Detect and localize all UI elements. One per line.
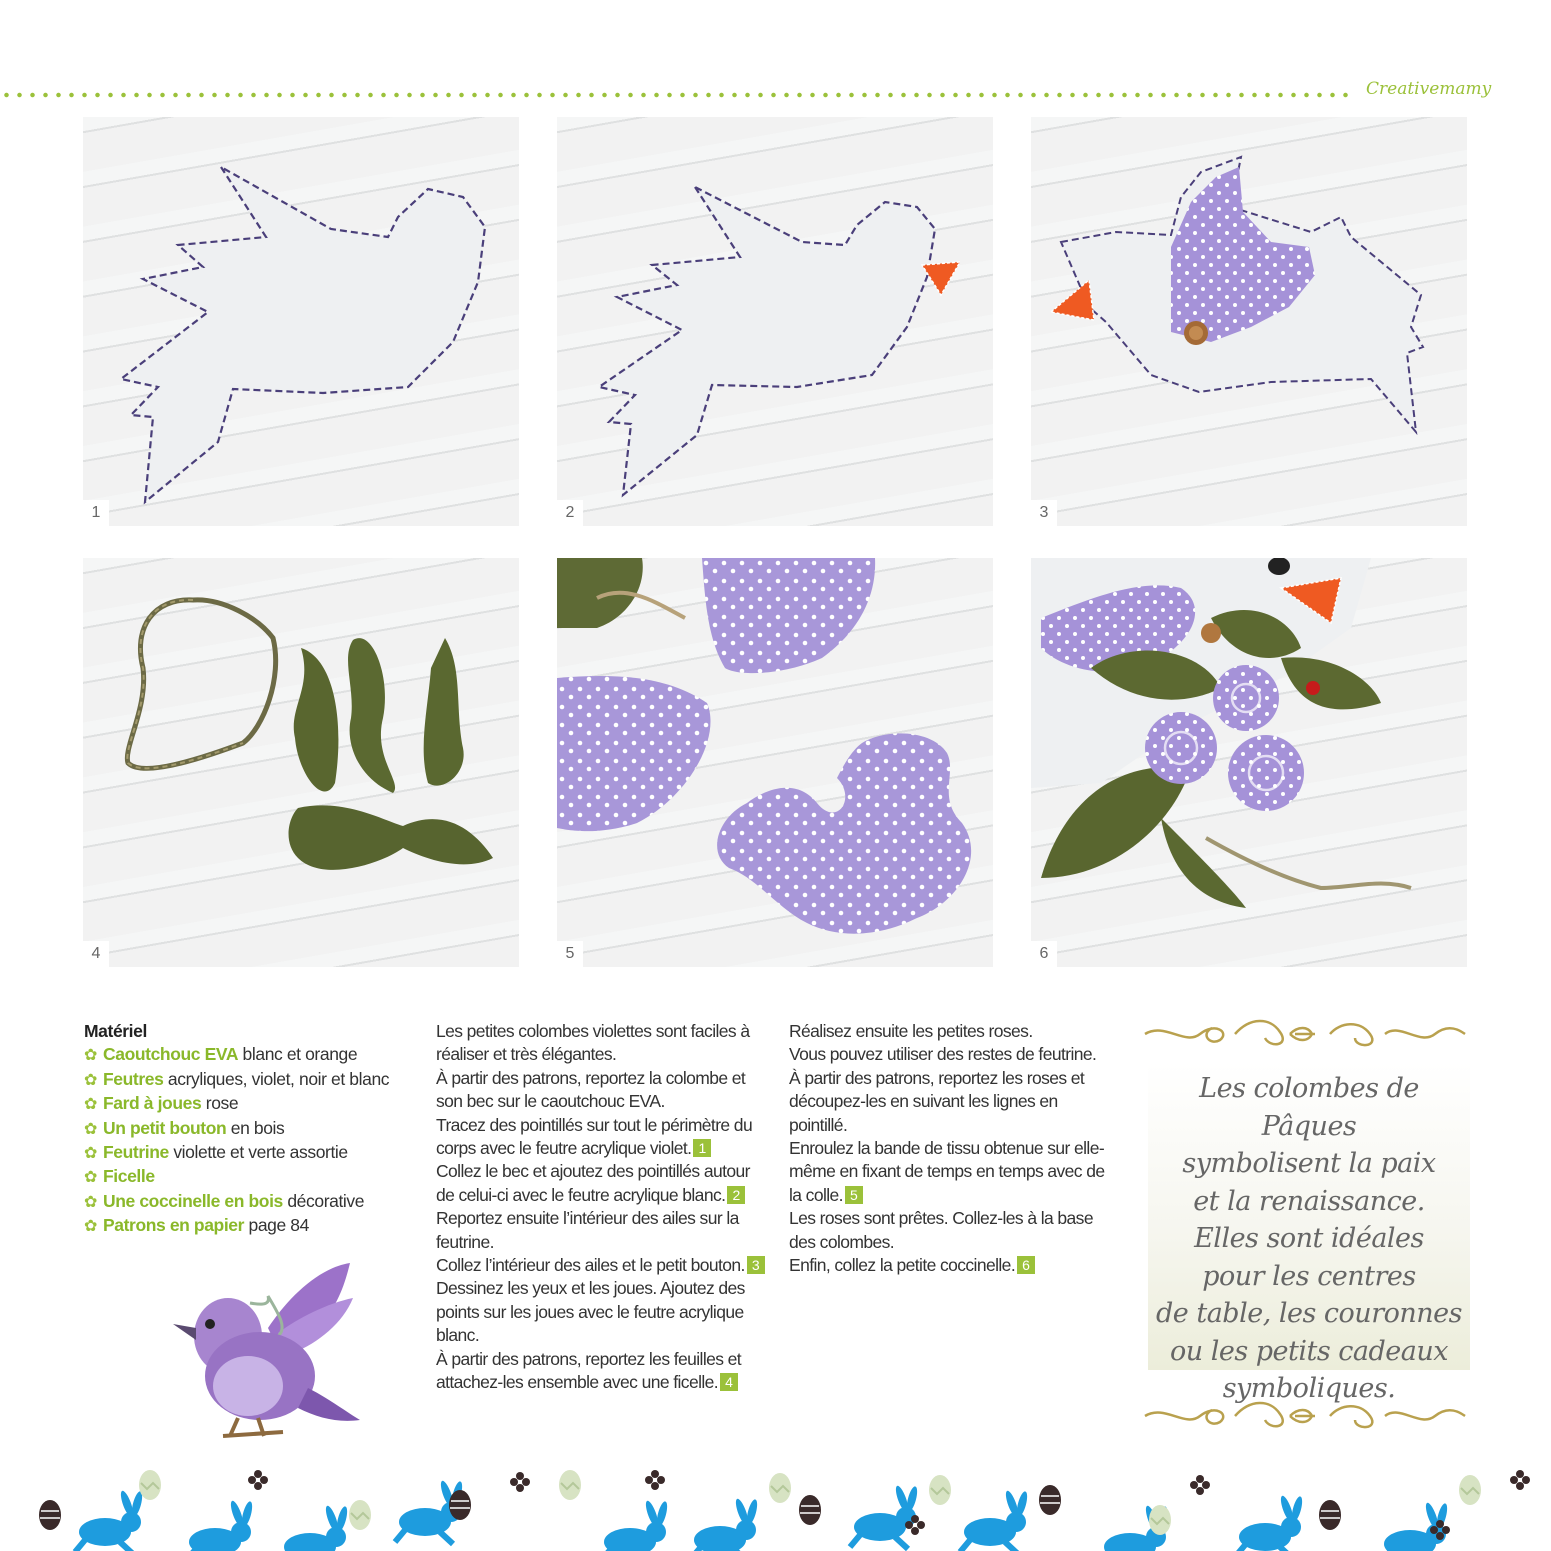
materials-list [84,1020,414,1239]
step-number: 2 [557,500,583,526]
instruction-paragraph: Dessinez les yeux et les joues. Ajoutez des points sur les joues avec le feutre acrylique blanc. [436,1278,745,1346]
step-number: 6 [1031,941,1057,967]
material-name: Un petit bouton [103,1117,227,1138]
dove-with-beak-illustration [557,117,993,526]
bottom-ornament-icon [1140,1394,1470,1438]
material-detail: acryliques, violet, noir et blanc [163,1068,390,1089]
material-name: Ficelle [103,1166,155,1187]
flower-bullet-icon: ✿ [84,1169,98,1187]
material-name: Patrons en papier [103,1215,245,1236]
material-item [84,1190,414,1214]
material-item [84,1214,414,1238]
top-ornament-icon [1140,1012,1470,1056]
material-item [84,1141,414,1165]
step-number: 4 [83,941,109,967]
material-detail: page 84 [244,1215,309,1236]
material-detail: décorative [282,1190,365,1211]
instruction-paragraph: Vous pouvez utiliser des restes de feutrine. [789,1044,1097,1065]
instruction-paragraph: Réalisez ensuite les petites roses. [789,1021,1033,1041]
quote-text [1148,1070,1470,1408]
step-photo-6 [1031,558,1467,967]
step-photo-2 [557,117,993,526]
material-item [84,1117,414,1141]
material-item [84,1043,414,1067]
material-name: Feutres [103,1068,164,1089]
step-badge: 4 [720,1373,738,1391]
dove-with-wing-illustration [1031,117,1467,526]
material-name: Fard à joues [103,1093,202,1114]
step-photo-5 [557,558,993,967]
materials-title: Matériel [84,1021,147,1041]
flower-bullet-icon: ✿ [84,1120,98,1138]
flower-bullet-icon: ✿ [84,1071,98,1089]
flower-bullet-icon: ✿ [84,1145,98,1163]
material-detail: blanc et orange [238,1044,358,1065]
felt-leaves-illustration [83,558,519,967]
step-number: 1 [83,500,109,526]
instruction-paragraph: Enroulez la bande de tissu obtenue sur elle-même en fixant de temps en temps avec de la colle. 5 [789,1138,1105,1205]
material-name: Une coccinelle en bois [103,1190,283,1211]
instructions-column-2 [789,1020,1119,1277]
quote-line: Elles sont idéales [1194,1223,1424,1254]
instruction-paragraph: À partir des patrons, reportez la colombe et son bec sur le caoutchouc EVA. [436,1067,746,1112]
instruction-paragraph: Tracez des pointillés sur tout le périmètre du corps avec le feutre acrylique violet. 1 [436,1114,753,1159]
materials-items [84,1043,414,1238]
material-detail: en bois [226,1117,285,1138]
dotted-header-rule [0,92,1350,98]
step-photo-3 [1031,117,1467,526]
material-name: Caoutchouc EVA [103,1044,239,1065]
purple-bird-icon [168,1258,368,1448]
step-photo-4 [83,558,519,967]
finished-dove-illustration [1031,558,1467,967]
quote-line: de table, les couronnes [1156,1298,1462,1329]
quote-line: Les colombes de Pâques [1199,1073,1419,1142]
quote-line: ou les petits cadeaux [1169,1335,1448,1367]
instruction-paragraph: Collez l’intérieur des ailes et le petit bouton. 3 [436,1254,766,1277]
quote-line: symboliques. [1222,1373,1396,1404]
quote-line: symbolisent la paix [1182,1148,1436,1179]
instruction-paragraph: À partir des patrons, reportez les roses et découpez-les en suivant les lignes en pointillé. [789,1067,1085,1135]
instruction-paragraph: Collez le bec et ajoutez des pointillés autour de celui-ci avec le feutre acrylique blanc. 2 [436,1161,750,1205]
material-detail: rose [201,1093,239,1114]
instruction-paragraph: Enfin, collez la petite coccinelle. 6 [789,1254,1119,1277]
instruction-paragraph: Reportez ensuite l’intérieur des ailes sur la feutrine. [436,1208,739,1252]
floral-fabric-illustration [557,558,993,967]
step-badge: 3 [747,1256,765,1274]
quote-line: et la renaissance. [1193,1185,1425,1217]
step-photo-1 [83,117,519,526]
instruction-paragraph: Les roses sont prêtes. Collez-les à la base des colombes. [789,1208,1093,1252]
flower-bullet-icon: ✿ [84,1047,98,1065]
instruction-paragraph: Les petites colombes violettes sont faciles à réaliser et très élégantes. [436,1021,750,1065]
step-badge: 5 [845,1186,863,1204]
material-item [84,1092,414,1116]
step-badge: 6 [1017,1256,1035,1274]
instructions-column-1 [436,1020,766,1395]
flower-bullet-icon: ✿ [84,1096,98,1114]
material-item [84,1068,414,1092]
material-item [84,1165,414,1189]
step-number: 5 [557,941,583,967]
quote-line: pour les centres [1202,1260,1416,1292]
material-name: Feutrine [103,1142,169,1163]
instruction-paragraph: À partir des patrons, reportez les feuilles et attachez-les ensemble avec une ficelle. 4 [436,1348,742,1393]
flower-bullet-icon: ✿ [84,1218,98,1236]
easter-bunny-border-icon [0,1460,1551,1551]
dove-outline-illustration [83,117,519,526]
flower-bullet-icon: ✿ [84,1193,98,1211]
brand-logo: Creativemamy [1366,79,1492,99]
step-badge: 1 [693,1139,711,1157]
material-detail: violette et verte assortie [168,1142,348,1163]
step-badge: 2 [727,1186,745,1204]
step-number: 3 [1031,500,1057,526]
